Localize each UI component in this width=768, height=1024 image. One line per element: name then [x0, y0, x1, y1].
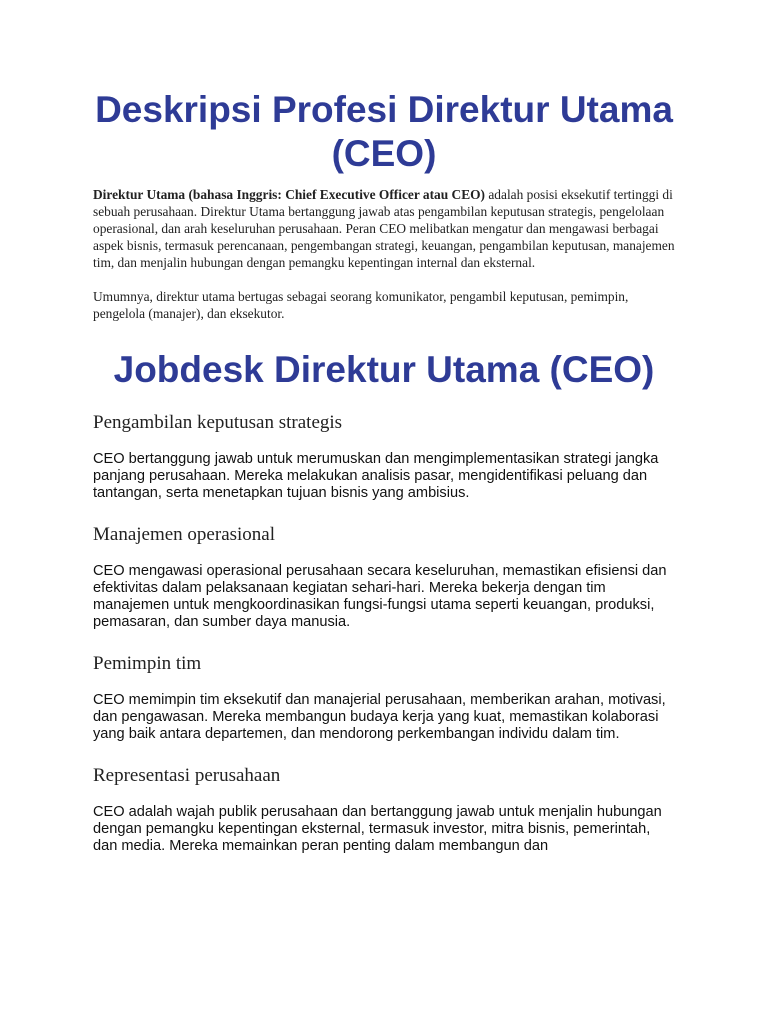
intro-bold-term: Direktur Utama (bahasa Inggris: Chief Executive Officer atau CEO) — [93, 187, 486, 202]
section-heading-strategic-decisions: Pengambilan keputusan strategis — [93, 412, 343, 433]
intro-paragraph — [93, 186, 675, 271]
intro-text: adalah posisi eksekutif tertinggi di sebuah perusahaan. Direktur Utama bertanggung jawab atas pengambilan keputusan strategis, pengelolaan operasional, dan arah keseluruhan perusahaan. Peran CEO melibatkan mengatur dan mengawasi berbagai aspek bisnis, termasuk perencanaan, pengembangan strategi, keuangan, pengambilan keputusan, manajemen tim, dan menjalin hubungan dengan pemangku kepentingan internal dan eksternal. — [93, 187, 675, 270]
jobdesk-title: Jobdesk Direktur Utama (CEO) — [113, 349, 655, 390]
section-body-operational-management: CEO mengawasi operasional perusahaan secara keseluruhan, memastikan efisiensi dan efektivitas dalam pelaksanaan kegiatan sehari-hari. Mereka bekerja dengan tim manajemen untuk mengkoordinasikan fungsi-fungsi utama seperti keuangan, produksi, pemasaran, dan sumber daya manusia. — [93, 563, 667, 630]
section-heading-operational-management: Manajemen operasional — [93, 524, 276, 545]
document-content — [93, 88, 675, 855]
section-body-strategic-decisions: CEO bertanggung jawab untuk merumuskan dan mengimplementasikan strategi jangka panjang perusahaan. Mereka melakukan analisis pasar, mengidentifikasi peluang dan tantangan, serta menetapkan tujuan bisnis yang ambisius. — [93, 451, 659, 501]
section-body-company-representation: CEO adalah wajah publik perusahaan dan bertanggung jawab untuk menjalin hubungan dengan pemangku kepentingan eksternal, termasuk investor, mitra bisnis, pemerintah, dan media. Mereka memainkan peran penting dalam membangun dan — [93, 804, 662, 854]
section-body-team-leader: CEO memimpin tim eksekutif dan manajerial perusahaan, memberikan arahan, motivasi, dan pengawasan. Mereka membangun budaya kerja yang kuat, memastikan kolaborasi yang baik antara departemen, dan mendorong perkembangan individu dalam tim. — [93, 692, 666, 742]
page-title: Deskripsi Profesi Direktur Utama (CEO) — [95, 89, 673, 174]
intro-second-paragraph: Umumnya, direktur utama bertugas sebagai seorang komunikator, pengambil keputusan, pemimpin, pengelola (manajer), dan eksekutor. — [93, 289, 629, 321]
section-heading-team-leader: Pemimpin tim — [93, 653, 202, 674]
section-heading-company-representation: Representasi perusahaan — [93, 765, 281, 786]
